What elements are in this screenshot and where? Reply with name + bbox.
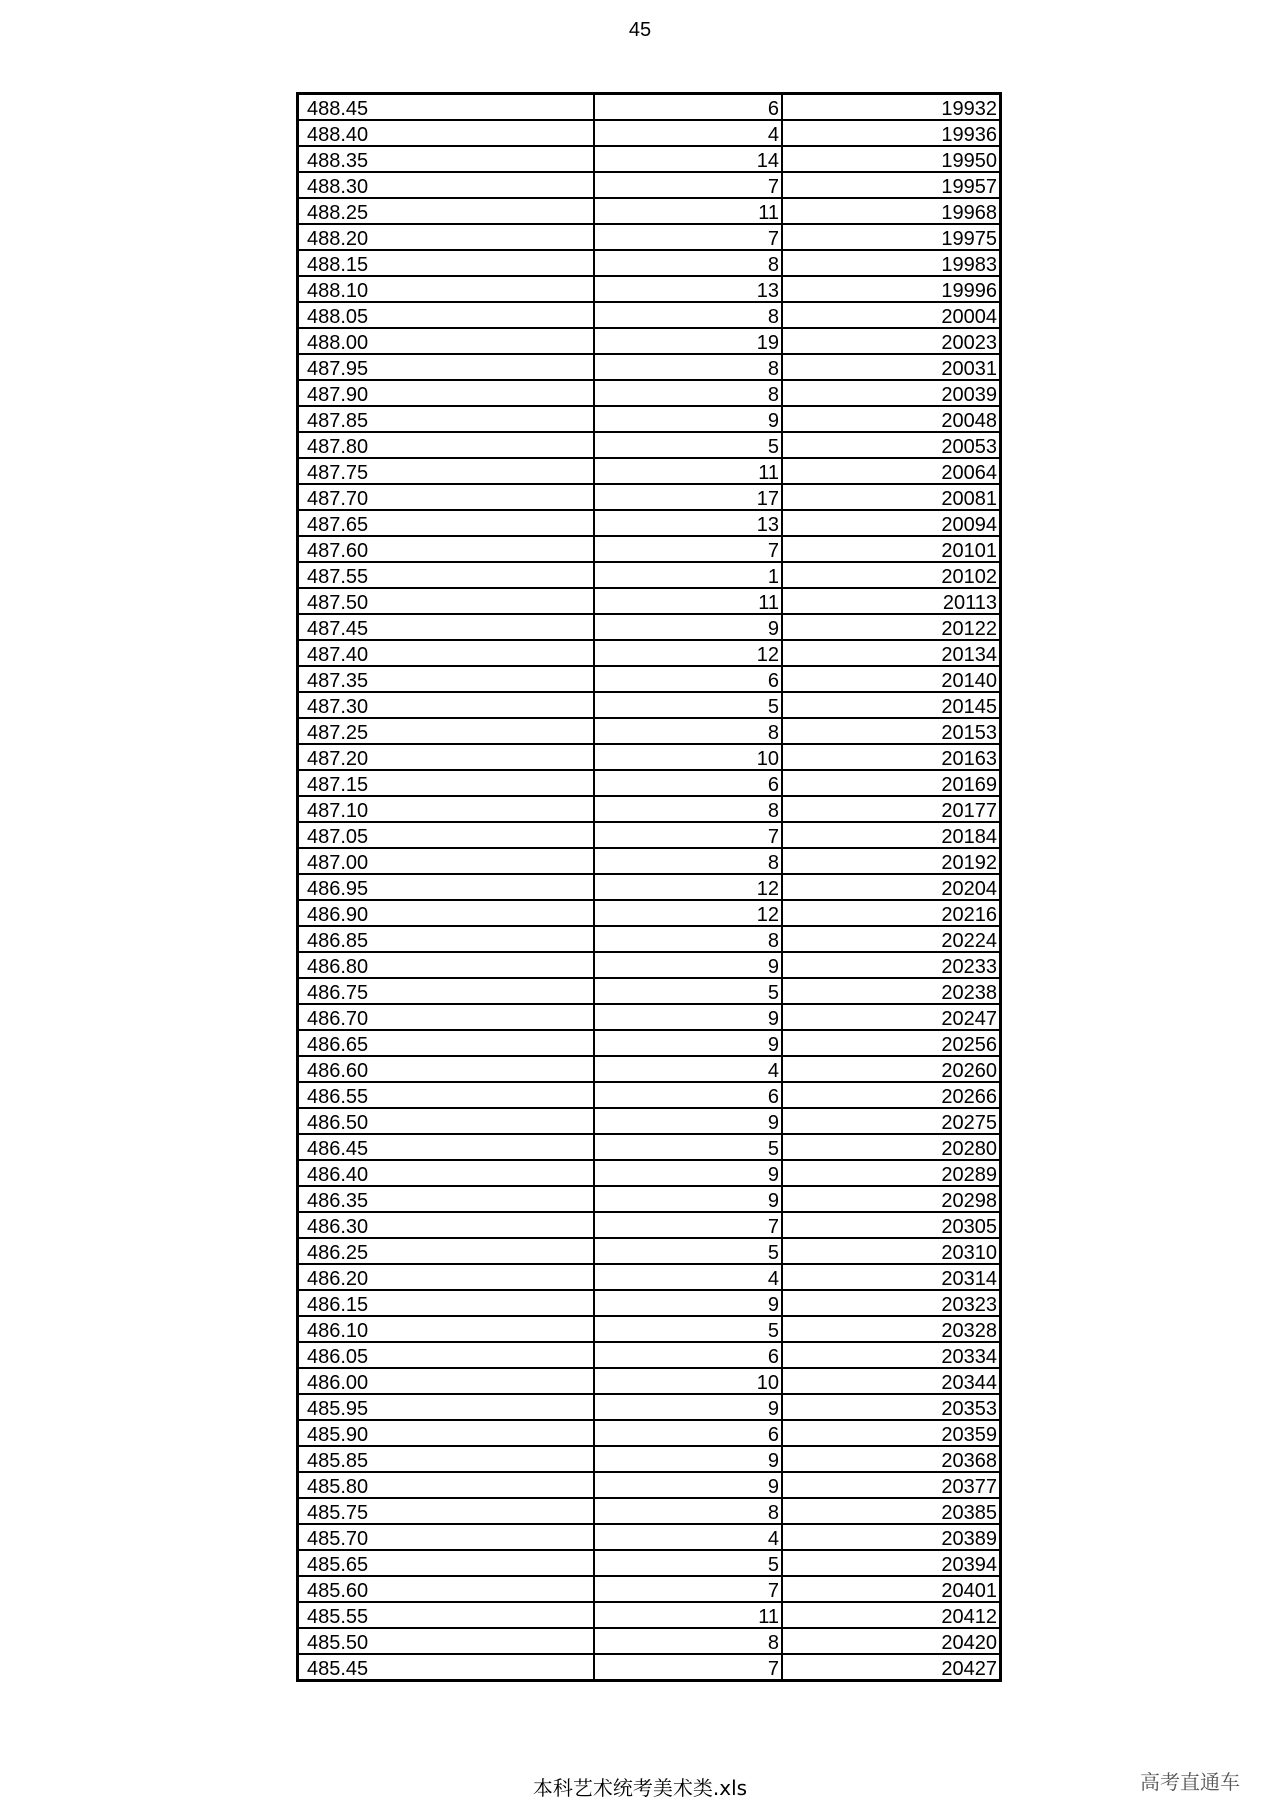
cumulative-cell: 20247 [782,1004,1001,1030]
footer-filename: 本科艺术统考美术类.xls [532,1776,748,1800]
count-cell: 8 [594,250,782,276]
cumulative-cell: 20134 [782,640,1001,666]
score-cell: 486.70 [298,1004,595,1030]
table-row [298,874,1001,900]
count-cell: 6 [594,1420,782,1446]
table-row [298,172,1001,198]
table-row [298,302,1001,328]
table-row [298,1602,1001,1628]
count-cell: 13 [594,276,782,302]
cumulative-cell: 20122 [782,614,1001,640]
cumulative-cell: 20153 [782,718,1001,744]
table-row [298,1394,1001,1420]
score-cell: 486.55 [298,1082,595,1108]
table-row [298,770,1001,796]
score-cell: 486.10 [298,1316,595,1342]
score-cell: 487.20 [298,744,595,770]
score-cell: 486.85 [298,926,595,952]
table-row [298,1108,1001,1134]
count-cell: 6 [594,1082,782,1108]
cumulative-cell: 20233 [782,952,1001,978]
cumulative-cell: 20359 [782,1420,1001,1446]
cumulative-cell: 20334 [782,1342,1001,1368]
table-body [298,94,1001,1681]
score-cell: 486.50 [298,1108,595,1134]
count-cell: 7 [594,224,782,250]
score-cell: 486.80 [298,952,595,978]
cumulative-cell: 19983 [782,250,1001,276]
count-cell: 7 [594,1212,782,1238]
table-row [298,1472,1001,1498]
table-row [298,1420,1001,1446]
count-cell: 11 [594,458,782,484]
table-row [298,1654,1001,1681]
table-row [298,1212,1001,1238]
count-cell: 4 [594,1524,782,1550]
count-cell: 12 [594,900,782,926]
score-cell: 486.95 [298,874,595,900]
count-cell: 8 [594,796,782,822]
count-cell: 8 [594,1498,782,1524]
cumulative-cell: 20177 [782,796,1001,822]
count-cell: 7 [594,1576,782,1602]
watermark: 高考直通车 [1140,1770,1240,1794]
count-cell: 8 [594,380,782,406]
cumulative-cell: 20298 [782,1186,1001,1212]
cumulative-cell: 20323 [782,1290,1001,1316]
score-cell: 486.25 [298,1238,595,1264]
score-cell: 485.55 [298,1602,595,1628]
score-cell: 485.60 [298,1576,595,1602]
table-row [298,744,1001,770]
cumulative-cell: 20216 [782,900,1001,926]
count-cell: 6 [594,770,782,796]
score-cell: 485.65 [298,1550,595,1576]
count-cell: 1 [594,562,782,588]
score-cell: 487.70 [298,484,595,510]
score-cell: 487.55 [298,562,595,588]
score-cell: 487.10 [298,796,595,822]
table-row [298,1238,1001,1264]
score-cell: 485.85 [298,1446,595,1472]
score-cell: 487.85 [298,406,595,432]
cumulative-cell: 20412 [782,1602,1001,1628]
score-cell: 487.40 [298,640,595,666]
cumulative-cell: 20064 [782,458,1001,484]
table-row [298,198,1001,224]
score-cell: 487.90 [298,380,595,406]
table-row [298,146,1001,172]
table-row [298,354,1001,380]
cumulative-cell: 20192 [782,848,1001,874]
cumulative-cell: 20101 [782,536,1001,562]
score-cell: 486.35 [298,1186,595,1212]
table-row [298,1576,1001,1602]
score-cell: 485.50 [298,1628,595,1654]
count-cell: 9 [594,1186,782,1212]
score-cell: 485.75 [298,1498,595,1524]
table-row [298,900,1001,926]
table-row [298,120,1001,146]
count-cell: 7 [594,536,782,562]
count-cell: 9 [594,1446,782,1472]
count-cell: 9 [594,1030,782,1056]
score-cell: 488.30 [298,172,595,198]
table-row [298,978,1001,1004]
score-cell: 488.25 [298,198,595,224]
score-cell: 486.60 [298,1056,595,1082]
score-cell: 487.05 [298,822,595,848]
count-cell: 5 [594,692,782,718]
table-row [298,640,1001,666]
score-cell: 487.50 [298,588,595,614]
cumulative-cell: 19932 [782,94,1001,121]
cumulative-cell: 20260 [782,1056,1001,1082]
cumulative-cell: 20145 [782,692,1001,718]
count-cell: 5 [594,1134,782,1160]
count-cell: 9 [594,1004,782,1030]
score-cell: 486.45 [298,1134,595,1160]
cumulative-cell: 20344 [782,1368,1001,1394]
cumulative-cell: 20204 [782,874,1001,900]
cumulative-cell: 20163 [782,744,1001,770]
cumulative-cell: 19968 [782,198,1001,224]
table-row [298,1446,1001,1472]
count-cell: 9 [594,1290,782,1316]
table-row [298,1524,1001,1550]
table-row [298,1082,1001,1108]
count-cell: 8 [594,354,782,380]
count-cell: 5 [594,978,782,1004]
table-row [298,952,1001,978]
score-cell: 485.45 [298,1654,595,1681]
cumulative-cell: 20031 [782,354,1001,380]
score-cell: 488.20 [298,224,595,250]
cumulative-cell: 19996 [782,276,1001,302]
cumulative-cell: 20081 [782,484,1001,510]
cumulative-cell: 19975 [782,224,1001,250]
count-cell: 17 [594,484,782,510]
count-cell: 7 [594,1654,782,1681]
table-row [298,380,1001,406]
count-cell: 9 [594,1160,782,1186]
table-row [298,406,1001,432]
table-row [298,1316,1001,1342]
cumulative-cell: 20305 [782,1212,1001,1238]
cumulative-cell: 20289 [782,1160,1001,1186]
count-cell: 5 [594,1550,782,1576]
cumulative-cell: 20256 [782,1030,1001,1056]
count-cell: 9 [594,1108,782,1134]
count-cell: 6 [594,94,782,121]
table-row [298,1498,1001,1524]
count-cell: 9 [594,1394,782,1420]
score-cell: 485.80 [298,1472,595,1498]
score-cell: 485.95 [298,1394,595,1420]
cumulative-cell: 20113 [782,588,1001,614]
count-cell: 4 [594,120,782,146]
cumulative-cell: 20401 [782,1576,1001,1602]
table-row [298,926,1001,952]
count-cell: 8 [594,1628,782,1654]
score-cell: 487.60 [298,536,595,562]
table-row [298,1056,1001,1082]
score-cell: 487.15 [298,770,595,796]
table-row [298,614,1001,640]
cumulative-cell: 20427 [782,1654,1001,1681]
count-cell: 13 [594,510,782,536]
table-row [298,1004,1001,1030]
table-row [298,1186,1001,1212]
count-cell: 6 [594,666,782,692]
cumulative-cell: 20275 [782,1108,1001,1134]
count-cell: 12 [594,640,782,666]
cumulative-cell: 20389 [782,1524,1001,1550]
table-row [298,1550,1001,1576]
score-cell: 486.75 [298,978,595,1004]
score-cell: 487.00 [298,848,595,874]
table-row [298,718,1001,744]
table-row [298,328,1001,354]
cumulative-cell: 19936 [782,120,1001,146]
count-cell: 9 [594,952,782,978]
score-cell: 487.80 [298,432,595,458]
score-cell: 486.40 [298,1160,595,1186]
score-cell: 486.00 [298,1368,595,1394]
table-row [298,484,1001,510]
cumulative-cell: 20420 [782,1628,1001,1654]
score-cell: 487.45 [298,614,595,640]
count-cell: 14 [594,146,782,172]
count-cell: 10 [594,1368,782,1394]
table-row [298,1290,1001,1316]
score-cell: 487.65 [298,510,595,536]
count-cell: 9 [594,1472,782,1498]
count-cell: 11 [594,198,782,224]
cumulative-cell: 20280 [782,1134,1001,1160]
table-row [298,276,1001,302]
table-row [298,692,1001,718]
table-row [298,848,1001,874]
count-cell: 9 [594,614,782,640]
cumulative-cell: 20048 [782,406,1001,432]
table-row [298,1368,1001,1394]
score-cell: 488.40 [298,120,595,146]
cumulative-cell: 20328 [782,1316,1001,1342]
table-row [298,1264,1001,1290]
score-cell: 487.75 [298,458,595,484]
cumulative-cell: 20368 [782,1446,1001,1472]
count-cell: 7 [594,822,782,848]
table-row [298,536,1001,562]
count-cell: 10 [594,744,782,770]
table-row [298,796,1001,822]
cumulative-cell: 19957 [782,172,1001,198]
score-cell: 487.30 [298,692,595,718]
count-cell: 8 [594,718,782,744]
cumulative-cell: 20377 [782,1472,1001,1498]
cumulative-cell: 20053 [782,432,1001,458]
count-cell: 8 [594,848,782,874]
table-row [298,1628,1001,1654]
count-cell: 12 [594,874,782,900]
table-row [298,1342,1001,1368]
cumulative-cell: 20094 [782,510,1001,536]
table-row [298,822,1001,848]
count-cell: 11 [594,588,782,614]
score-cell: 486.65 [298,1030,595,1056]
score-cell: 487.95 [298,354,595,380]
score-cell: 486.90 [298,900,595,926]
cumulative-cell: 20385 [782,1498,1001,1524]
score-cell: 486.15 [298,1290,595,1316]
score-cell: 488.45 [298,94,595,121]
cumulative-cell: 20102 [782,562,1001,588]
count-cell: 5 [594,1238,782,1264]
table-row [298,94,1001,121]
table-row [298,458,1001,484]
count-cell: 5 [594,432,782,458]
count-cell: 4 [594,1056,782,1082]
count-cell: 9 [594,406,782,432]
cumulative-cell: 20394 [782,1550,1001,1576]
cumulative-cell: 20140 [782,666,1001,692]
cumulative-cell: 20238 [782,978,1001,1004]
score-cell: 488.05 [298,302,595,328]
table-row [298,666,1001,692]
count-cell: 6 [594,1342,782,1368]
count-cell: 8 [594,302,782,328]
score-cell: 487.35 [298,666,595,692]
count-cell: 7 [594,172,782,198]
table-row [298,432,1001,458]
score-cell: 486.05 [298,1342,595,1368]
score-cell: 485.90 [298,1420,595,1446]
score-cell: 488.35 [298,146,595,172]
cumulative-cell: 20266 [782,1082,1001,1108]
cumulative-cell: 19950 [782,146,1001,172]
table-row [298,1160,1001,1186]
count-cell: 8 [594,926,782,952]
cumulative-cell: 20023 [782,328,1001,354]
score-cell: 488.00 [298,328,595,354]
table-row [298,588,1001,614]
count-cell: 19 [594,328,782,354]
cumulative-cell: 20184 [782,822,1001,848]
cumulative-cell: 20004 [782,302,1001,328]
count-cell: 11 [594,1602,782,1628]
cumulative-cell: 20314 [782,1264,1001,1290]
cumulative-cell: 20310 [782,1238,1001,1264]
cumulative-cell: 20353 [782,1394,1001,1420]
table-row [298,1134,1001,1160]
score-cell: 488.10 [298,276,595,302]
score-cell: 485.70 [298,1524,595,1550]
score-distribution-table [296,92,1002,1682]
cumulative-cell: 20169 [782,770,1001,796]
score-cell: 486.30 [298,1212,595,1238]
cumulative-cell: 20039 [782,380,1001,406]
score-cell: 487.25 [298,718,595,744]
table-row [298,562,1001,588]
table-row [298,250,1001,276]
table-row [298,510,1001,536]
table-row [298,1030,1001,1056]
score-cell: 488.15 [298,250,595,276]
count-cell: 5 [594,1316,782,1342]
page-number: 45 [628,19,652,41]
cumulative-cell: 20224 [782,926,1001,952]
score-cell: 486.20 [298,1264,595,1290]
table-row [298,224,1001,250]
count-cell: 4 [594,1264,782,1290]
